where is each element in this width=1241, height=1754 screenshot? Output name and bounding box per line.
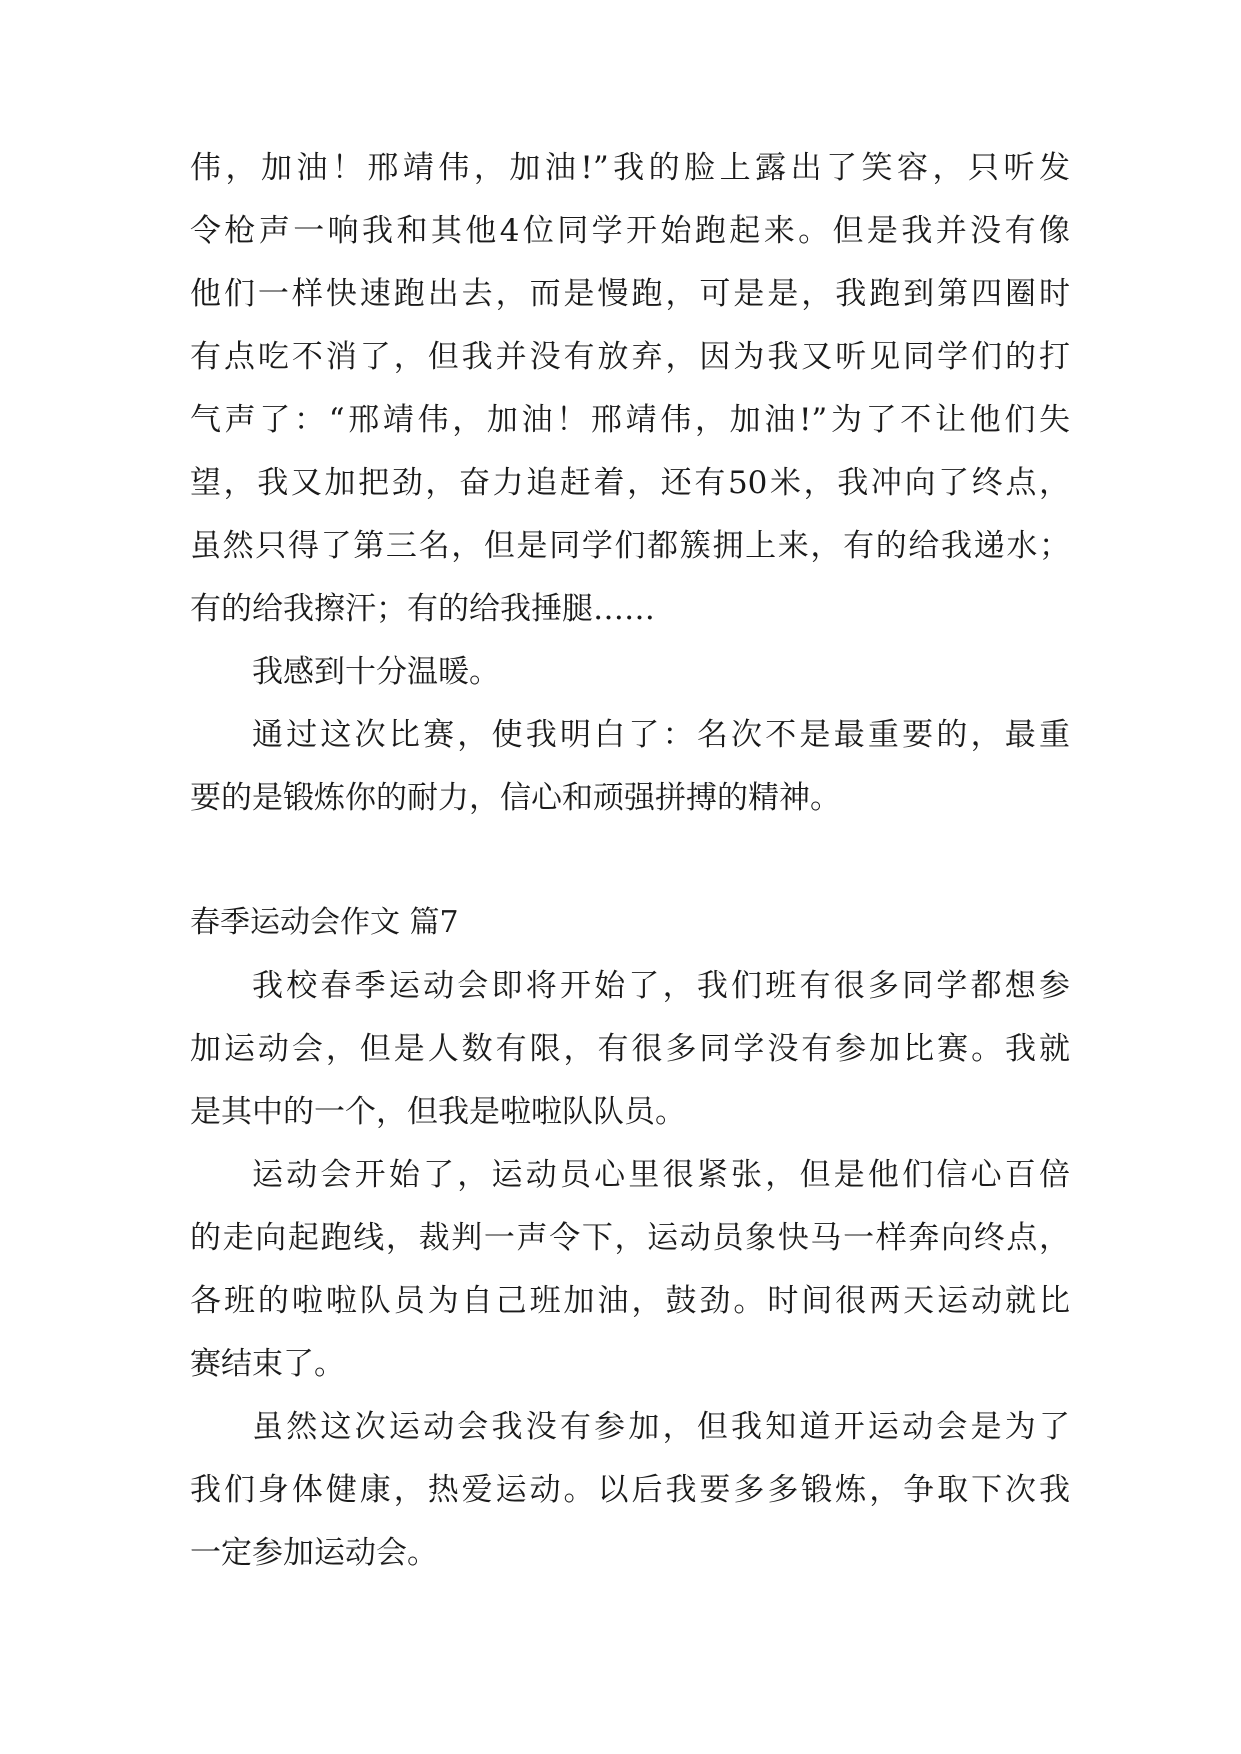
paragraph-line: 要的是锻炼你的耐力，信心和顽强拼搏的精神。 xyxy=(190,780,841,816)
paragraph-line: 他们一样快速跑出去，而是慢跑，可是是，我跑到第四圈时 xyxy=(190,276,1070,312)
paragraph-line: 我们身体健康，热爱运动。以后我要多多锻炼，争取下次我 xyxy=(190,1472,1070,1508)
paragraph-line: 我感到十分温暖。 xyxy=(252,654,500,690)
paragraph-line: 望，我又加把劲，奋力追赶着，还有50米，我冲向了终点， xyxy=(190,465,1070,501)
section-heading: 春季运动会作文 篇7 xyxy=(190,905,459,940)
paragraph-line: 各班的啦啦队员为自己班加油，鼓劲。时间很两天运动就比 xyxy=(190,1283,1070,1319)
paragraph-line: 令枪声一响我和其他4位同学开始跑起来。但是我并没有像 xyxy=(190,213,1070,249)
paragraph-line: 的走向起跑线，裁判一声令下，运动员象快马一样奔向终点， xyxy=(190,1220,1070,1256)
paragraph-line: 是其中的一个，但我是啦啦队队员。 xyxy=(190,1094,686,1130)
paragraph-line: 虽然这次运动会我没有参加，但我知道开运动会是为了 xyxy=(252,1409,1070,1445)
paragraph-line: 加运动会，但是人数有限，有很多同学没有参加比赛。我就 xyxy=(190,1031,1070,1067)
paragraph-line: 有点吃不消了，但我并没有放弃，因为我又听见同学们的打 xyxy=(190,339,1070,375)
paragraph-line: 一定参加运动会。 xyxy=(190,1535,438,1571)
paragraph-line: 赛结束了。 xyxy=(190,1346,345,1382)
paragraph-line: 虽然只得了第三名，但是同学们都簇拥上来，有的给我递水； xyxy=(190,528,1070,564)
paragraph-line: 我校春季运动会即将开始了，我们班有很多同学都想参 xyxy=(252,968,1070,1004)
paragraph-line: 气声了：“邢靖伟，加油！邢靖伟，加油!”为了不让他们失 xyxy=(190,402,1070,438)
paragraph-line: 伟，加油！邢靖伟，加油!”我的脸上露出了笑容，只听发 xyxy=(190,150,1070,186)
paragraph-line: 通过这次比赛，使我明白了：名次不是最重要的，最重 xyxy=(252,717,1070,753)
paragraph-line: 有的给我擦汗；有的给我捶腿…… xyxy=(190,591,655,627)
paragraph-line: 运动会开始了，运动员心里很紧张，但是他们信心百倍 xyxy=(252,1157,1070,1193)
